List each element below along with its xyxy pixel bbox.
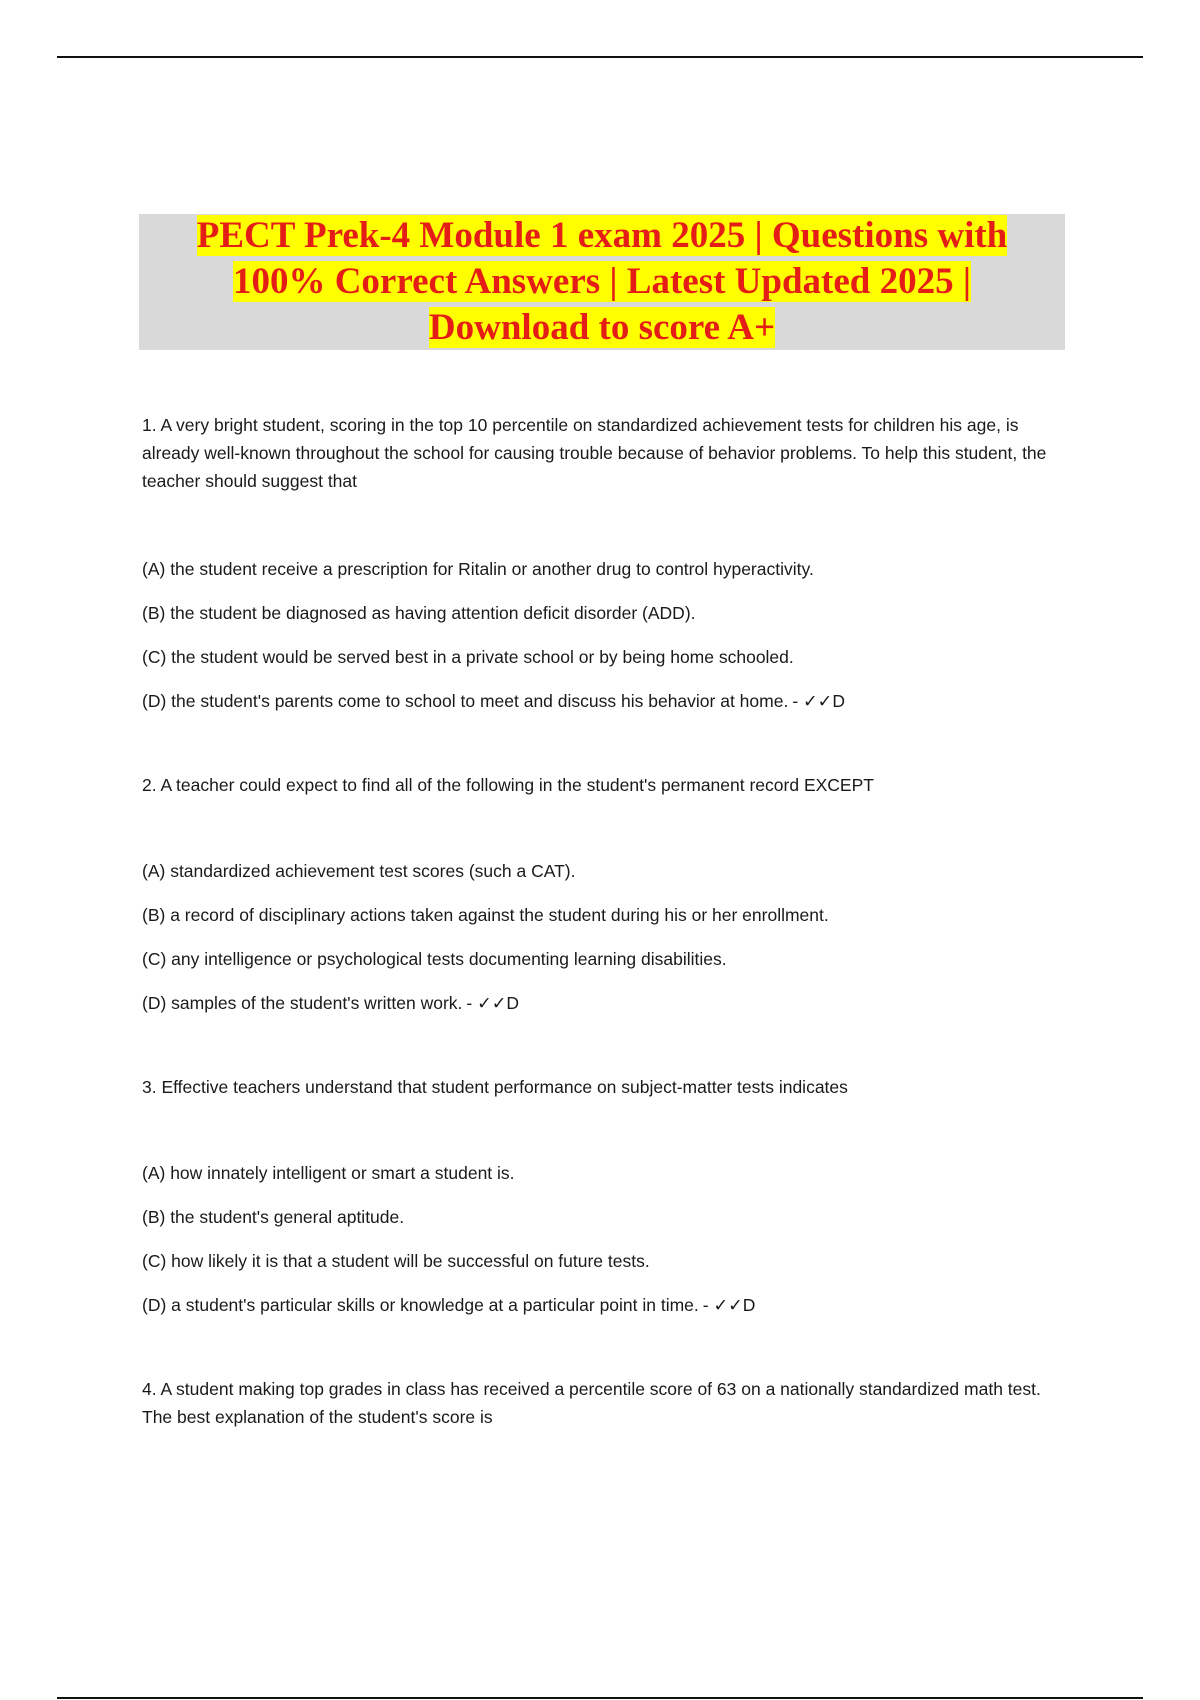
title-banner <box>139 214 1065 350</box>
option-d-text: (D) a student's particular skills or knowledge at a particular point in time. <box>142 1295 699 1315</box>
question-text: 2. A teacher could expect to find all of the following in the student's permanent record EXCEPT <box>142 775 874 795</box>
option-d-text: (D) samples of the student's written work. <box>142 993 463 1013</box>
option-c: (C) any intelligence or psychological tests documenting learning disabilities. <box>142 949 727 969</box>
question-text: 4. A student making top grades in class has received a percentile score of 63 on a nationally standardized math test. The best explanation of the student's score is <box>142 1379 1041 1427</box>
option-d-text: (D) the student's parents come to school to meet and discuss his behavior at home. <box>142 691 789 711</box>
correct-answer-mark: - ✓✓D <box>702 1295 756 1315</box>
option-a: (A) standardized achievement test scores (such a CAT). <box>142 861 576 881</box>
header-rule <box>57 56 1143 58</box>
option-d <box>142 989 1062 1017</box>
option-b: (B) a record of disciplinary actions taken against the student during his or her enrollment. <box>142 905 829 925</box>
answer-options <box>142 555 1062 715</box>
option-a: (A) the student receive a prescription for Ritalin or another drug to control hyperactivity. <box>142 559 814 579</box>
correct-answer-mark: - ✓✓D <box>792 691 845 711</box>
title-line-1: PECT Prek-4 Module 1 exam 2025 | Questions with <box>196 215 1008 256</box>
question-4 <box>142 1375 1062 1431</box>
document-title <box>162 213 1042 351</box>
option-c: (C) how likely it is that a student will be successful on future tests. <box>142 1251 650 1271</box>
question-list <box>142 411 1062 1431</box>
correct-answer-mark: - ✓✓D <box>466 993 520 1013</box>
question-3 <box>142 1073 1062 1319</box>
footer-rule <box>57 1697 1143 1699</box>
question-text: 1. A very bright student, scoring in the top 10 percentile on standardized achievement tests for children his age, is already well-known throughout the school for causing trouble because of behavior problems. To help this student, the teacher should suggest that <box>142 415 1047 491</box>
option-d <box>142 687 1062 715</box>
question-1 <box>142 411 1062 715</box>
option-d <box>142 1291 1062 1319</box>
option-b: (B) the student be diagnosed as having attention deficit disorder (ADD). <box>142 603 696 623</box>
question-2 <box>142 771 1062 1017</box>
option-b: (B) the student's general aptitude. <box>142 1207 405 1227</box>
answer-options <box>142 1159 1062 1319</box>
option-a: (A) how innately intelligent or smart a student is. <box>142 1163 515 1183</box>
option-c: (C) the student would be served best in a private school or by being home schooled. <box>142 647 794 667</box>
title-line-2: 100% Correct Answers | Latest Updated 2025 | <box>232 261 972 302</box>
answer-options <box>142 857 1062 1017</box>
question-text: 3. Effective teachers understand that student performance on subject-matter tests indicates <box>142 1077 848 1097</box>
title-line-3: Download to score A+ <box>428 307 776 348</box>
